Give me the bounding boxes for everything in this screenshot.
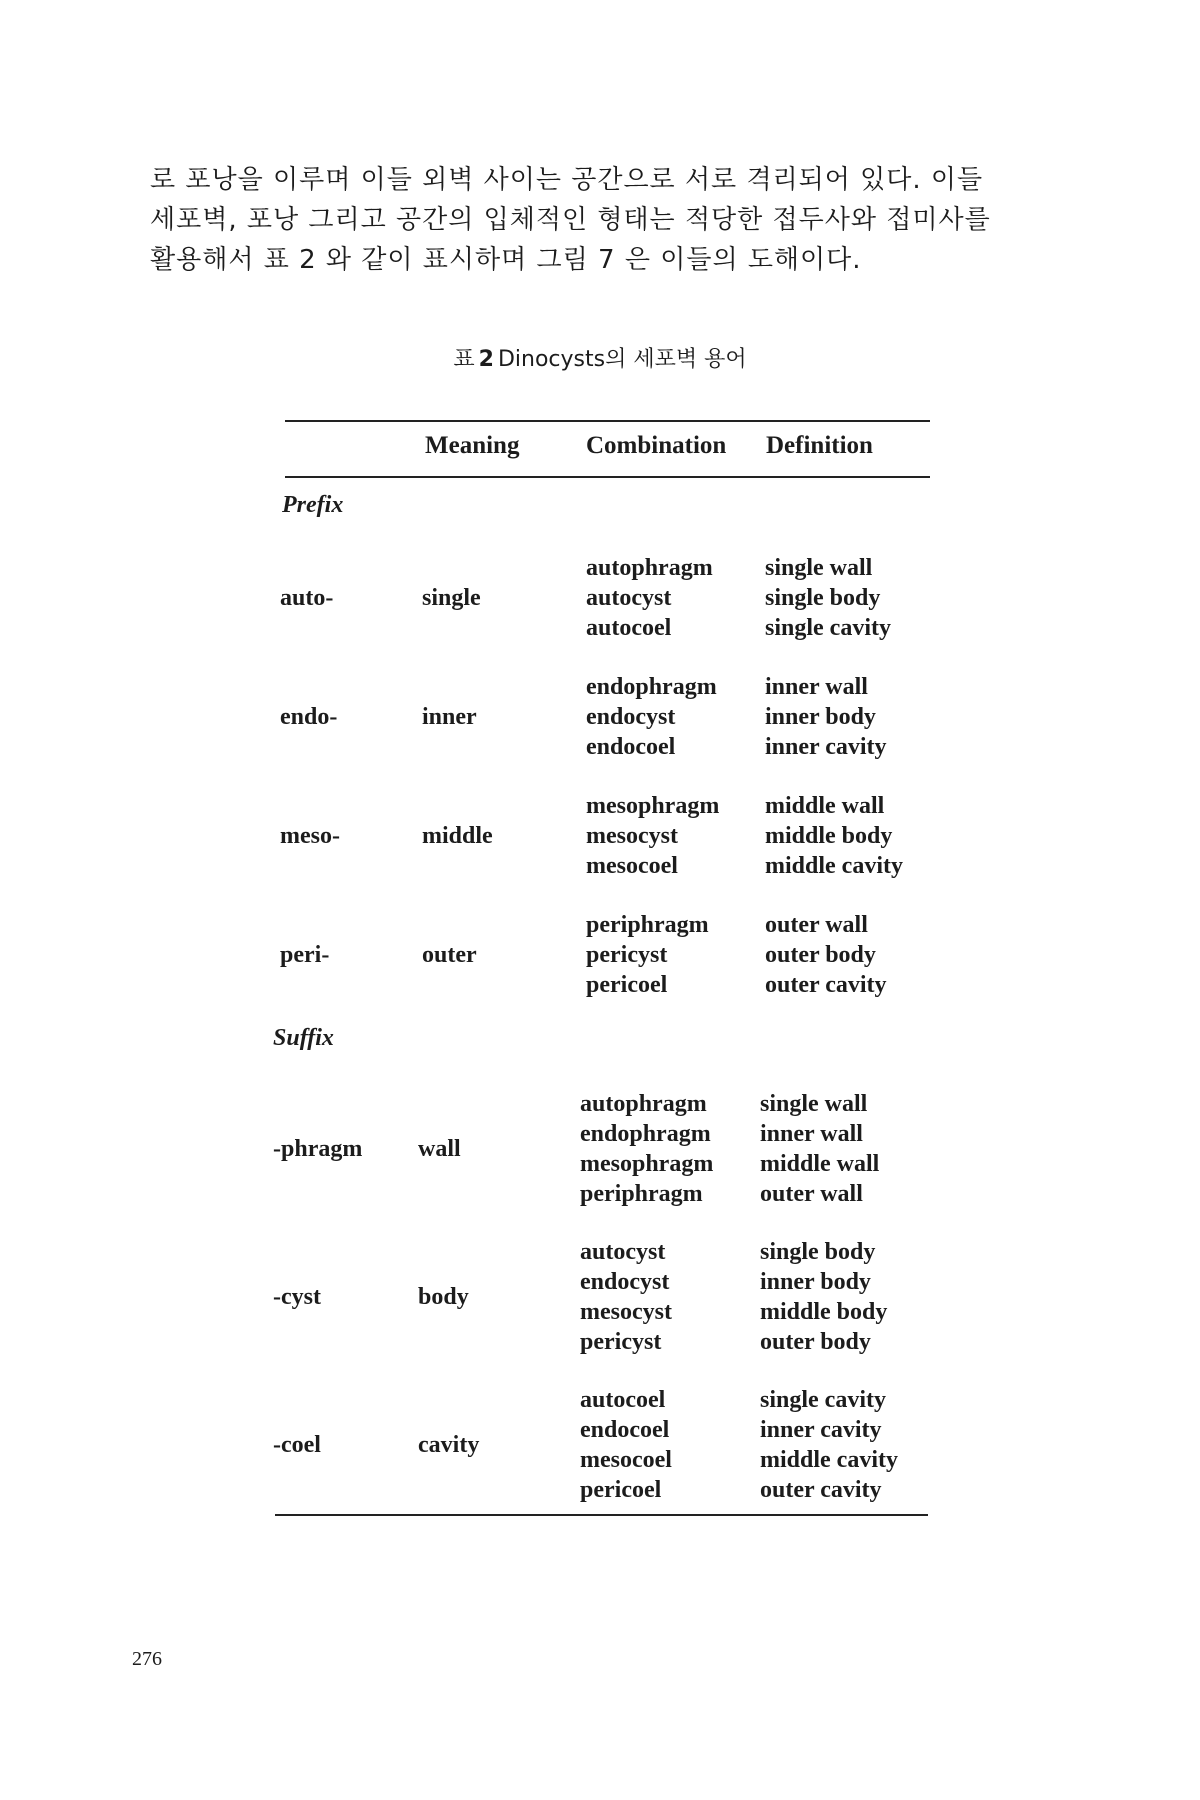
table-top-rule bbox=[285, 420, 930, 422]
combination-cell-line: mesocoel bbox=[580, 1447, 672, 1473]
combination-cell-line: mesocyst bbox=[580, 1299, 672, 1325]
combination-cell-line: periphragm bbox=[580, 1181, 703, 1207]
definition-cell bbox=[765, 672, 887, 762]
definition-cell-line: outer body bbox=[765, 942, 876, 968]
caption-text: Dinocysts의 세포벽 용어 bbox=[497, 347, 747, 372]
combination-cell-line: mesophragm bbox=[586, 793, 720, 819]
definition-cell-line: single cavity bbox=[765, 615, 891, 641]
intro-line: 활용해서 표 2 와 같이 표시하며 그림 7 은 이들의 도해이다. bbox=[150, 245, 862, 275]
affix-cell: -coel bbox=[273, 1432, 321, 1458]
meaning-cell: cavity bbox=[418, 1432, 480, 1458]
table-caption bbox=[0, 342, 1200, 373]
caption-number: 2 bbox=[478, 347, 494, 372]
definition-cell-line: inner wall bbox=[760, 1121, 863, 1147]
intro-line: 세포벽, 포낭 그리고 공간의 입체적인 형태는 적당한 접두사와 접미사를 bbox=[150, 205, 991, 235]
definition-cell-line: inner cavity bbox=[765, 734, 887, 760]
definition-cell-line: middle body bbox=[765, 823, 893, 849]
definition-cell bbox=[765, 553, 891, 643]
intro-paragraph bbox=[150, 160, 1090, 280]
affix-cell: endo- bbox=[280, 704, 338, 730]
definition-cell-line: outer wall bbox=[765, 912, 868, 938]
definition-cell-line: outer cavity bbox=[760, 1477, 882, 1503]
combination-cell bbox=[580, 1089, 713, 1209]
definition-cell-line: middle wall bbox=[760, 1151, 880, 1177]
suffix-label: Suffix bbox=[273, 1025, 334, 1051]
definition-cell-line: outer wall bbox=[760, 1181, 863, 1207]
definition-cell-line: middle cavity bbox=[765, 853, 903, 879]
affix-cell: meso- bbox=[280, 823, 340, 849]
table-bottom-rule bbox=[275, 1514, 928, 1516]
definition-cell-line: inner wall bbox=[765, 674, 868, 700]
page-number: 276 bbox=[132, 1648, 162, 1670]
definition-cell-line: middle body bbox=[760, 1299, 888, 1325]
combination-cell bbox=[586, 672, 717, 762]
combination-cell-line: pericyst bbox=[580, 1329, 662, 1355]
definition-cell bbox=[760, 1237, 887, 1357]
definition-cell-line: inner cavity bbox=[760, 1417, 882, 1443]
combination-cell bbox=[586, 910, 709, 1000]
header-definition: Definition bbox=[766, 432, 873, 459]
combination-cell-line: pericoel bbox=[586, 972, 668, 998]
definition-cell-line: inner body bbox=[760, 1269, 871, 1295]
combination-cell-line: pericyst bbox=[586, 942, 668, 968]
combination-cell-line: periphragm bbox=[586, 912, 709, 938]
definition-cell-line: outer cavity bbox=[765, 972, 887, 998]
combination-cell bbox=[586, 791, 719, 881]
definition-cell-line: outer body bbox=[760, 1329, 871, 1355]
combination-cell-line: autocyst bbox=[586, 585, 672, 611]
definition-cell-line: middle cavity bbox=[760, 1447, 898, 1473]
combination-cell-line: endocyst bbox=[580, 1269, 670, 1295]
meaning-cell: single bbox=[422, 585, 481, 611]
combination-cell-line: endocyst bbox=[586, 704, 676, 730]
affix-cell: -cyst bbox=[273, 1284, 321, 1310]
header-bottom-rule bbox=[285, 476, 930, 478]
combination-cell-line: mesocyst bbox=[586, 823, 678, 849]
combination-cell-line: mesophragm bbox=[580, 1151, 714, 1177]
combination-cell-line: endocoel bbox=[586, 734, 676, 760]
definition-cell bbox=[760, 1385, 898, 1505]
affix-cell: peri- bbox=[280, 942, 330, 968]
meaning-cell: wall bbox=[418, 1136, 461, 1162]
prefix-label: Prefix bbox=[282, 492, 344, 518]
header-meaning: Meaning bbox=[425, 432, 520, 459]
definition-cell bbox=[760, 1089, 879, 1209]
definition-cell-line: single body bbox=[760, 1239, 876, 1265]
combination-cell-line: endocoel bbox=[580, 1417, 670, 1443]
definition-cell-line: inner body bbox=[765, 704, 876, 730]
combination-cell-line: autocoel bbox=[586, 615, 672, 641]
definition-cell-line: single cavity bbox=[760, 1387, 886, 1413]
combination-cell-line: endophragm bbox=[580, 1121, 711, 1147]
affix-cell: auto- bbox=[280, 585, 334, 611]
definition-cell bbox=[765, 910, 887, 1000]
combination-cell bbox=[586, 553, 713, 643]
header-combination: Combination bbox=[586, 432, 727, 459]
combination-cell-line: autophragm bbox=[586, 555, 713, 581]
caption-label: 표 bbox=[453, 347, 475, 372]
definition-cell-line: single wall bbox=[760, 1091, 868, 1117]
meaning-cell: middle bbox=[422, 823, 493, 849]
definition-cell bbox=[765, 791, 903, 881]
affix-cell: -phragm bbox=[273, 1136, 363, 1162]
combination-cell-line: autocoel bbox=[580, 1387, 666, 1413]
combination-cell-line: autocyst bbox=[580, 1239, 666, 1265]
combination-cell bbox=[580, 1237, 672, 1357]
meaning-cell: body bbox=[418, 1284, 469, 1310]
definition-cell-line: single wall bbox=[765, 555, 873, 581]
definition-cell-line: middle wall bbox=[765, 793, 885, 819]
combination-cell-line: autophragm bbox=[580, 1091, 707, 1117]
combination-cell-line: mesocoel bbox=[586, 853, 678, 879]
combination-cell bbox=[580, 1385, 672, 1505]
combination-cell-line: endophragm bbox=[586, 674, 717, 700]
combination-cell-line: pericoel bbox=[580, 1477, 662, 1503]
meaning-cell: inner bbox=[422, 704, 477, 730]
meaning-cell: outer bbox=[422, 942, 477, 968]
definition-cell-line: single body bbox=[765, 585, 881, 611]
intro-line: 로 포낭을 이루며 이들 외벽 사이는 공간으로 서로 격리되어 있다. 이들 bbox=[150, 165, 984, 195]
